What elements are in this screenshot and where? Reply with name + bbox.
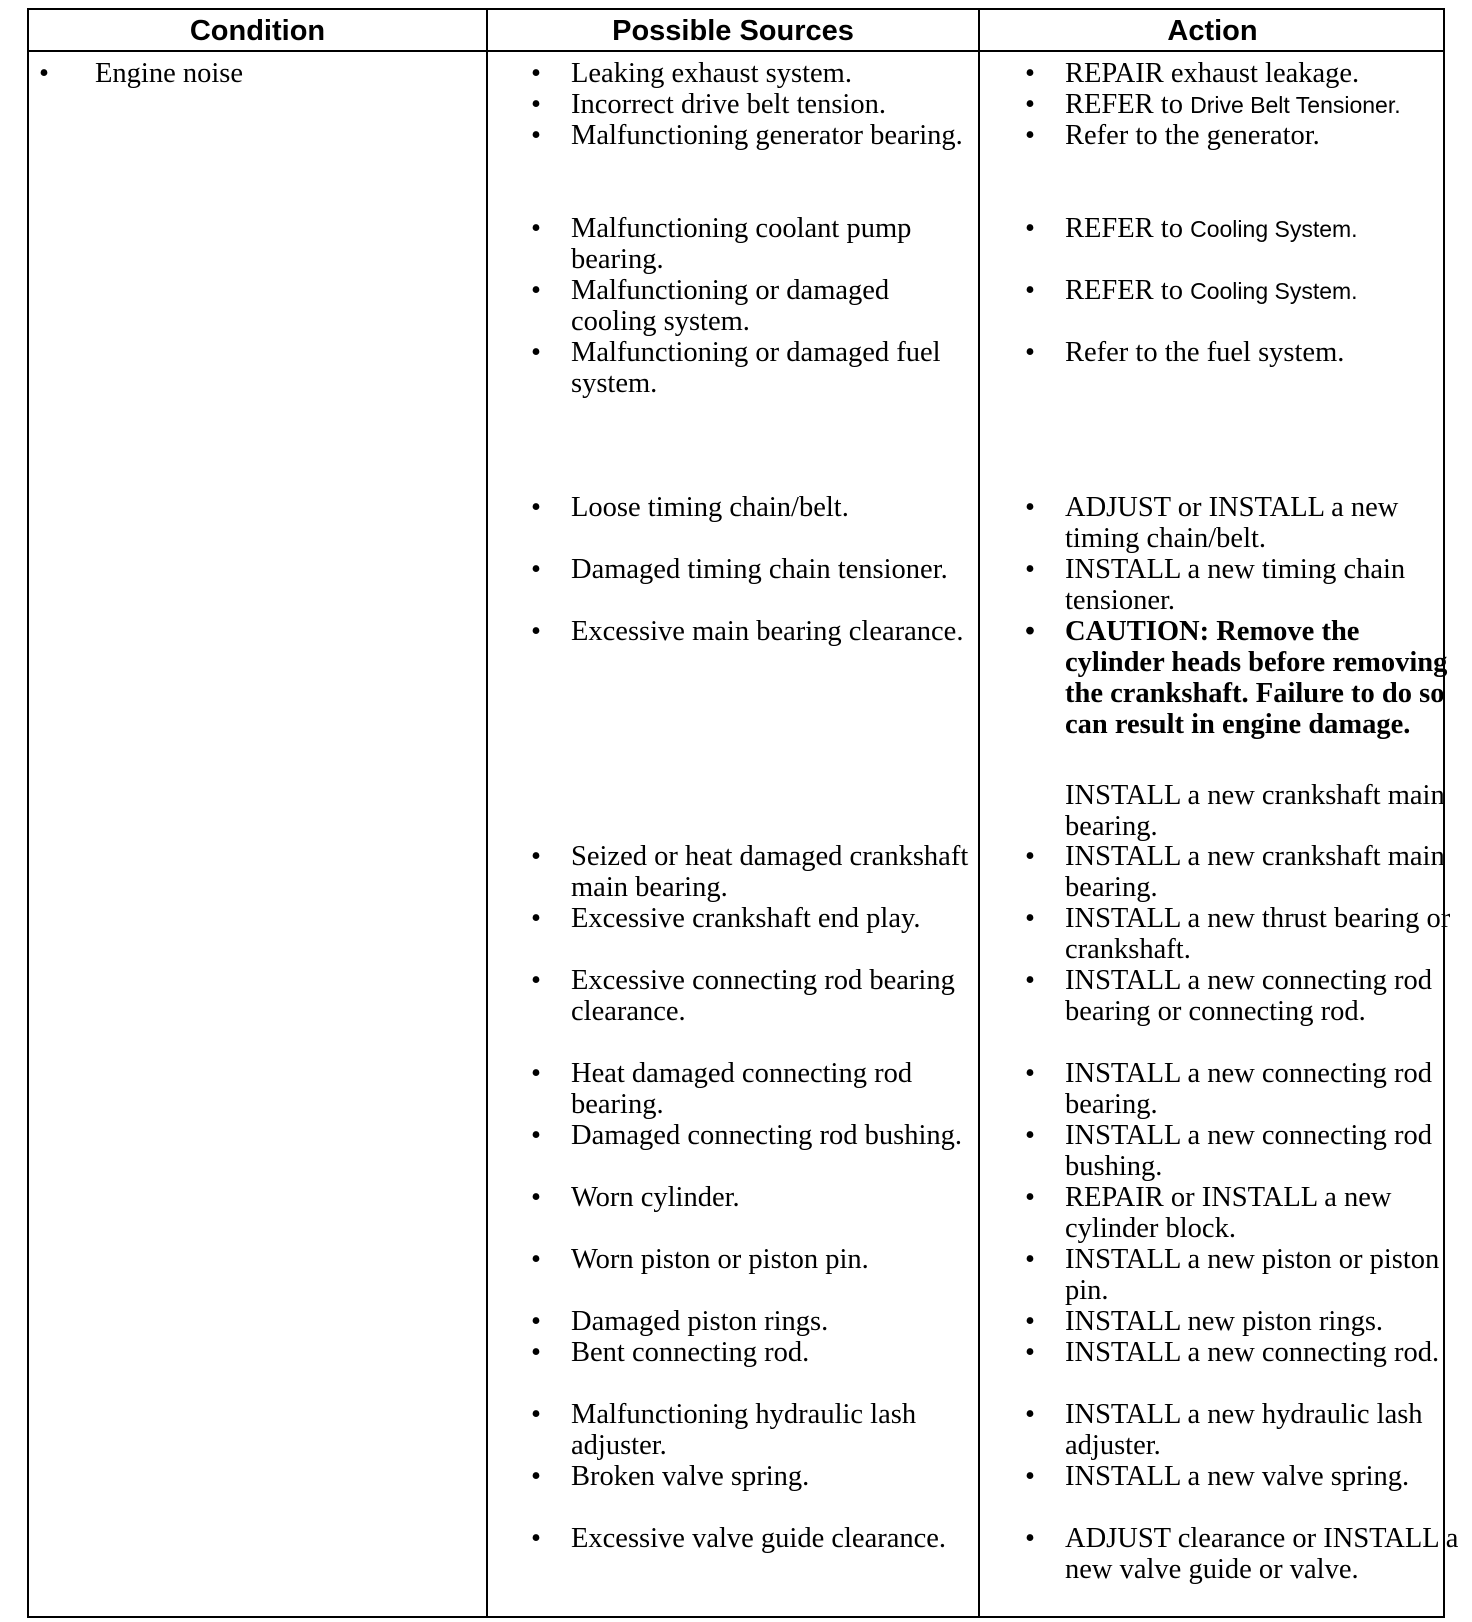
column-divider (978, 10, 980, 1616)
source-text: Damaged connecting rod bushing. (571, 1120, 962, 1151)
source-text: Excessive connecting rod bearing clearance. (571, 965, 955, 1027)
bullet: • (1025, 1182, 1035, 1213)
bullet: • (531, 89, 541, 120)
action-text (1065, 275, 1460, 307)
bullet: • (1025, 492, 1035, 523)
bullet: • (1025, 616, 1035, 647)
diagnosis-table (27, 8, 1459, 1618)
bullet: • (1025, 554, 1035, 585)
source-text: Loose timing chain/belt. (571, 492, 849, 523)
source-text: Malfunctioning coolant pump bearing. (571, 213, 912, 275)
action-text: Refer to the generator. (1065, 120, 1320, 151)
source-text: Malfunctioning or damaged fuel system. (571, 337, 941, 399)
bullet: • (531, 1337, 541, 1368)
action-text: INSTALL a new valve spring. (1065, 1461, 1410, 1492)
bullet: • (39, 58, 49, 89)
action-prefix: REFER to (1065, 275, 1191, 306)
action-text (1065, 213, 1460, 245)
source-text: Worn piston or piston pin. (571, 1244, 869, 1275)
bullet: • (531, 1120, 541, 1151)
bullet: • (531, 337, 541, 368)
action-text: ADJUST clearance or INSTALL a new valve guide or valve. (1065, 1523, 1459, 1585)
source-text: Heat damaged connecting rod bearing. (571, 1058, 913, 1120)
action-text: INSTALL a new piston or piston pin. (1065, 1244, 1440, 1306)
source-text: Seized or heat damaged crankshaft main bearing. (571, 841, 969, 903)
action-text: Refer to the fuel system. (1065, 337, 1345, 368)
source-text: Malfunctioning generator bearing. (571, 120, 963, 151)
bullet: • (1025, 1244, 1035, 1275)
action-prefix: REFER to (1065, 89, 1191, 120)
source-text: Excessive valve guide clearance. (571, 1523, 947, 1554)
source-text: Damaged piston rings. (571, 1306, 829, 1337)
source-text: Malfunctioning hydraulic lash adjuster. (571, 1399, 917, 1461)
bullet: • (1025, 1399, 1035, 1430)
bullet: • (531, 120, 541, 151)
bullet: • (531, 1182, 541, 1213)
action-text: INSTALL a new connecting rod bushing. (1065, 1120, 1433, 1182)
source-text: Damaged timing chain tensioner. (571, 554, 948, 585)
bullet: • (531, 1058, 541, 1089)
bullet: • (1025, 58, 1035, 89)
bullet: • (531, 903, 541, 934)
action-text: INSTALL new piston rings. (1065, 1306, 1384, 1337)
bullet: • (1025, 903, 1035, 934)
action-text: INSTALL a new crankshaft main bearing. (1065, 841, 1445, 903)
condition-text: Engine noise (95, 58, 244, 89)
bullet: • (531, 616, 541, 647)
bullet: • (531, 841, 541, 872)
reference-link-cooling-system[interactable]: Cooling System. (1190, 216, 1358, 242)
source-text: Incorrect drive belt tension. (571, 89, 886, 120)
action-text: INSTALL a new connecting rod bearing. (1065, 1058, 1433, 1120)
source-text: Malfunctioning or damaged cooling system. (571, 275, 890, 337)
bullet: • (1025, 1306, 1035, 1337)
action-text: INSTALL a new connecting rod. (1065, 1337, 1440, 1368)
bullet: • (1025, 89, 1035, 120)
action-text (1065, 89, 1460, 121)
bullet: • (1025, 213, 1035, 244)
reference-link-cooling-system[interactable]: Cooling System. (1190, 278, 1358, 304)
source-text: Worn cylinder. (571, 1182, 740, 1213)
bullet: • (1025, 1120, 1035, 1151)
bullet: • (531, 965, 541, 996)
action-text: INSTALL a new connecting rod bearing or connecting rod. (1065, 965, 1433, 1027)
action-text: INSTALL a new crankshaft main bearing. (1065, 780, 1445, 842)
bullet: • (531, 1461, 541, 1492)
action-text: REPAIR or INSTALL a new cylinder block. (1065, 1182, 1392, 1244)
column-divider (486, 10, 488, 1616)
bullet: • (1025, 1058, 1035, 1089)
action-text: INSTALL a new hydraulic lash adjuster. (1065, 1399, 1423, 1461)
bullet: • (1025, 1523, 1035, 1554)
bullet: • (531, 554, 541, 585)
action-text: REPAIR exhaust leakage. (1065, 58, 1360, 89)
source-text: Bent connecting rod. (571, 1337, 810, 1368)
bullet: • (1025, 841, 1035, 872)
bullet: • (531, 1523, 541, 1554)
header-action: Action (1167, 15, 1258, 47)
bullet: • (1025, 120, 1035, 151)
caution-text: CAUTION: Remove the cylinder heads before removing the crankshaft. Failure to do so can result in engine damage. (1065, 616, 1448, 740)
bullet: • (531, 1244, 541, 1275)
source-text: Excessive crankshaft end play. (571, 903, 921, 934)
bullet: • (531, 213, 541, 244)
bullet: • (1025, 1461, 1035, 1492)
action-text: INSTALL a new thrust bearing or crankshaft. (1065, 903, 1451, 965)
action-text: INSTALL a new timing chain tensioner. (1065, 554, 1406, 616)
bullet: • (531, 1399, 541, 1430)
source-text: Broken valve spring. (571, 1461, 810, 1492)
action-prefix: REFER to (1065, 213, 1191, 244)
bullet: • (531, 492, 541, 523)
source-text: Leaking exhaust system. (571, 58, 852, 89)
bullet: • (1025, 1337, 1035, 1368)
bullet: • (1025, 337, 1035, 368)
source-text: Excessive main bearing clearance. (571, 616, 964, 647)
bullet: • (1025, 275, 1035, 306)
reference-link-drive-belt-tensioner[interactable]: Drive Belt Tensioner. (1190, 92, 1401, 118)
header-possible-sources: Possible Sources (612, 15, 854, 47)
bullet: • (1025, 965, 1035, 996)
bullet: • (531, 58, 541, 89)
bullet: • (531, 1306, 541, 1337)
action-text: ADJUST or INSTALL a new timing chain/belt. (1065, 492, 1399, 554)
header-condition: Condition (189, 15, 326, 47)
bullet: • (531, 275, 541, 306)
